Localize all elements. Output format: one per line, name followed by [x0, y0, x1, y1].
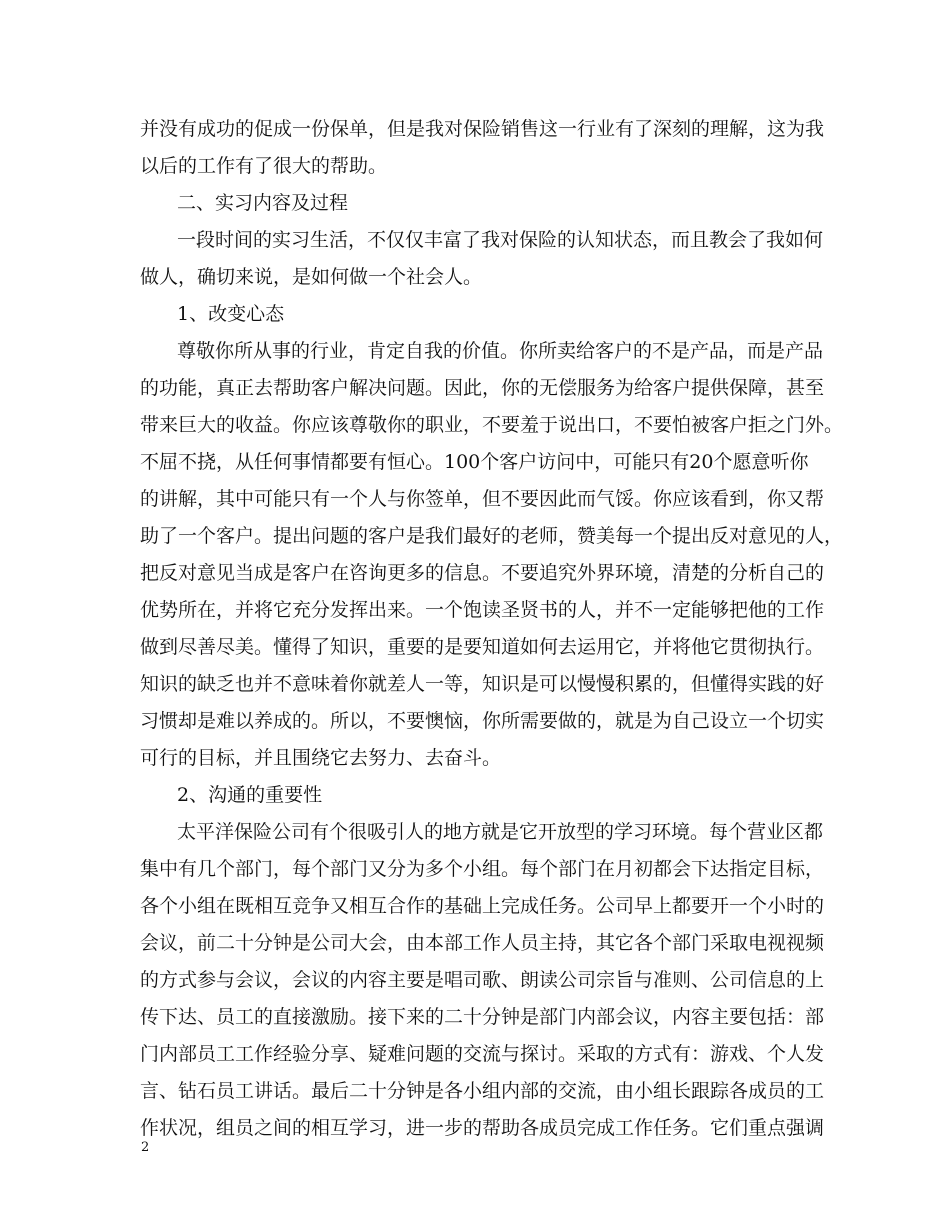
body-text-line: 做到尽善尽美。懂得了知识，重要的是要知道如何去运用它，并将他它贯彻执行。 — [140, 636, 825, 658]
body-text-line: 不屈不挠，从任何事情都要有恒心。100个客户访问中，可能只有20个愿意听你 — [140, 451, 809, 473]
section-heading: 二、实习内容及过程 — [177, 192, 349, 214]
body-text-line: 习惯却是难以养成的。所以，不要懊恼，你所需要做的，就是为自己设立一个切实 — [140, 710, 825, 732]
body-text-line: 的方式参与会议，会议的内容主要是唱司歌、朗读公司宗旨与准则、公司信息的上 — [140, 969, 825, 991]
body-text-line: 太平洋保险公司有个很吸引人的地方就是它开放型的学习环境。每个营业区都 — [177, 821, 824, 843]
body-text-line: 各个小组在既相互竞争又相互合作的基础上完成任务。公司早上都要开一个小时的 — [140, 895, 825, 917]
body-text-line: 并没有成功的促成一份保单，但是我对保险销售这一行业有了深刻的理解，这为我 — [140, 118, 825, 140]
body-text-line: 传下达、员工的直接激励。接下来的二十分钟是部门内部会议，内容主要包括：部 — [140, 1006, 825, 1028]
body-text-line: 做人，确切来说，是如何做一个社会人。 — [140, 266, 483, 288]
body-text-line: 助了一个客户。提出问题的客户是我们最好的老师，赞美每一个提出反对意见的人， — [140, 525, 844, 547]
body-text-line: 集中有几个部门，每个部门又分为多个小组。每个部门在月初都会下达指定目标， — [140, 858, 825, 880]
body-text-line: 门内部员工工作经验分享、疑难问题的交流与探讨。采取的方式有：游戏、个人发 — [140, 1043, 825, 1065]
body-text-line: 以后的工作有了很大的帮助。 — [140, 155, 388, 177]
body-text-line: 的功能，真正去帮助客户解决问题。因此，你的无偿服务为给客户提供保障，甚至 — [140, 377, 825, 399]
body-text-line: 言、钻石员工讲话。最后二十分钟是各小组内部的交流，由小组长跟踪各成员的工 — [140, 1080, 825, 1102]
body-text-line: 尊敬你所从事的行业，肯定自我的价值。你所卖给客户的不是产品，而是产品 — [177, 340, 824, 362]
body-text-line: 作状况，组员之间的相互学习，进一步的帮助各成员完成工作任务。它们重点强调 — [140, 1117, 825, 1139]
body-text-line: 会议，前二十分钟是公司大会，由本部工作人员主持，其它各个部门采取电视视频 — [140, 932, 825, 954]
body-text-line: 带来巨大的收益。你应该尊敬你的职业，不要羞于说出口，不要怕被客户拒之门外。 — [140, 414, 844, 436]
body-text-line: 把反对意见当成是客户在咨询更多的信息。不要追究外界环境，清楚的分析自己的 — [140, 562, 825, 584]
subsection-heading: 2、沟通的重要性 — [177, 784, 323, 806]
body-text-line: 的讲解，其中可能只有一个人与你签单，但不要因此而气馁。你应该看到，你又帮 — [140, 488, 825, 510]
body-text-line: 知识的缺乏也并不意味着你就差人一等，知识是可以慢慢积累的，但懂得实践的好 — [140, 673, 825, 695]
page-number: 2 — [141, 1140, 150, 1155]
body-text-line: 可行的目标，并且围绕它去努力、去奋斗。 — [140, 747, 502, 769]
body-text-line: 优势所在，并将它充分发挥出来。一个饱读圣贤书的人，并不一定能够把他的工作 — [140, 599, 825, 621]
body-text-line: 一段时间的实习生活，不仅仅丰富了我对保险的认知状态，而且教会了我如何 — [177, 229, 824, 251]
subsection-heading: 1、改变心态 — [177, 303, 285, 325]
